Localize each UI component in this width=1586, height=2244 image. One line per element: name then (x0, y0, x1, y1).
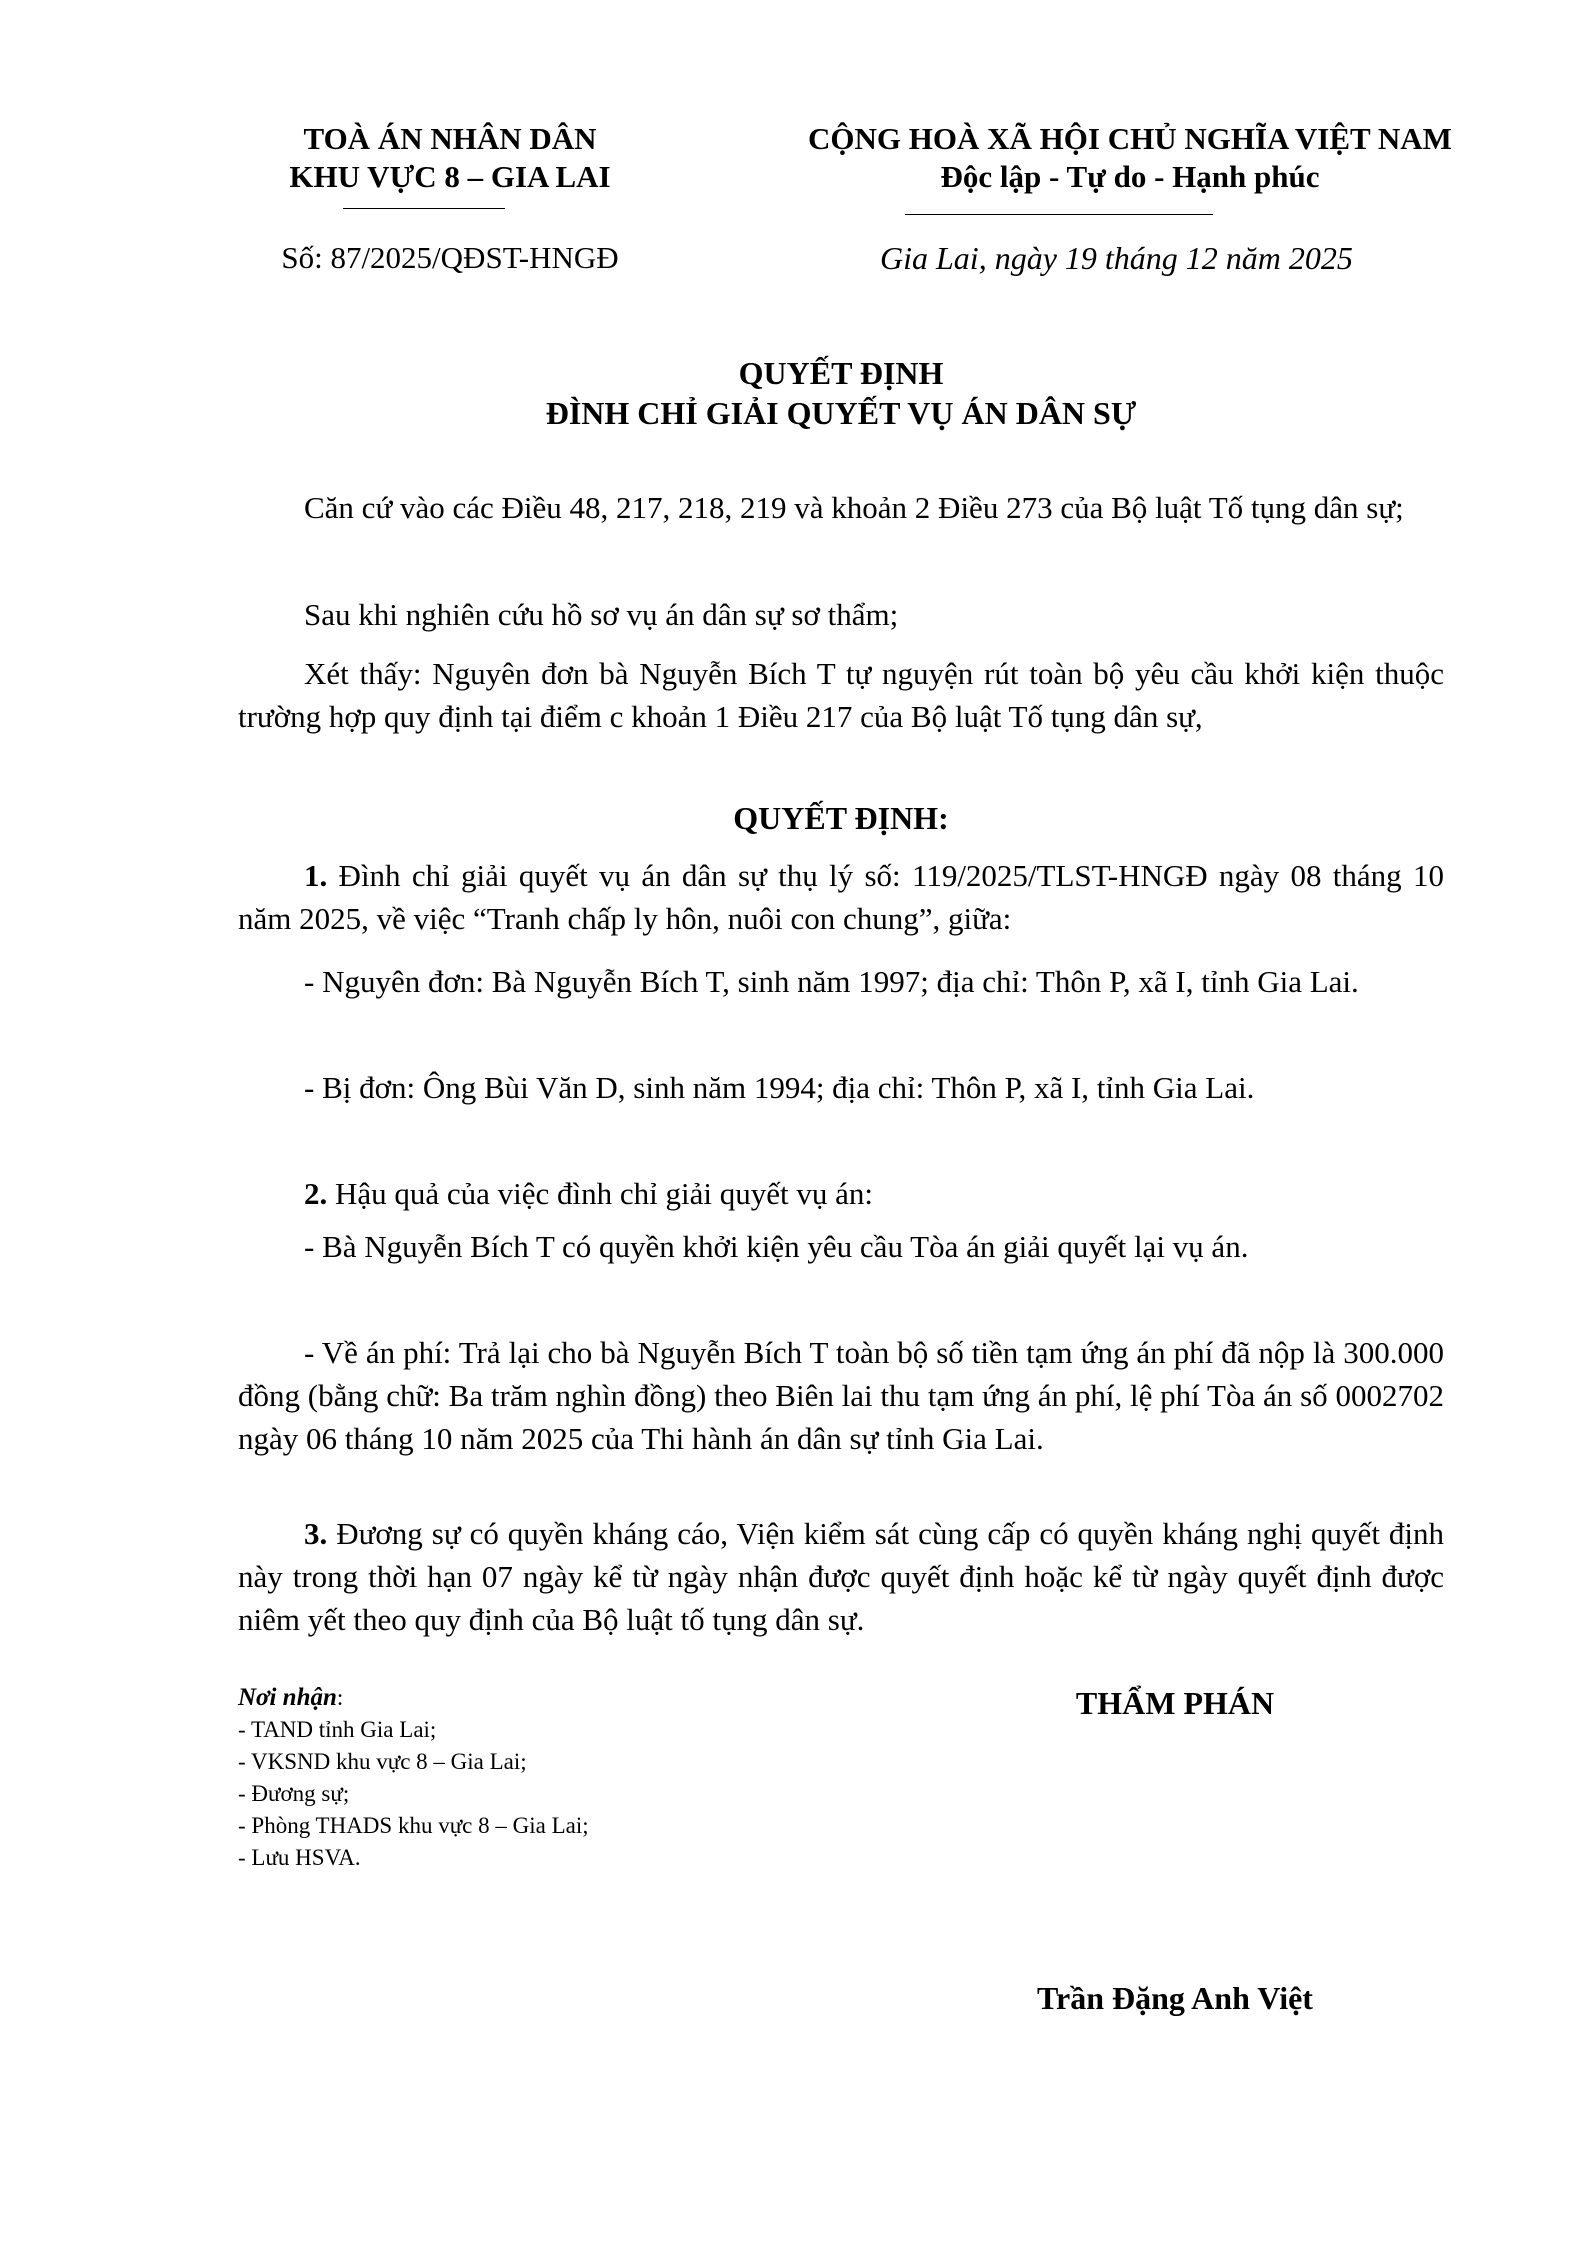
item-1-text: Đình chỉ giải quyết vụ án dân sự thụ lý số: 119/2025/TLST-HNGĐ ngày 08 tháng 10 năm 2025, về việc “Tranh chấp ly hôn, nuôi con chung”, giữa: (238, 858, 1444, 936)
recipient-item: - Lưu HSVA. (238, 1845, 361, 1870)
court-name-line2: KHU VỰC 8 – GIA LAI (289, 159, 611, 194)
preamble-considering: Xét thấy: Nguyên đơn bà Nguyễn Bích T tự nguyện rút toàn bộ yêu cầu khởi kiện thuộc trường hợp quy định tại điểm c khoản 1 Điều 217 của Bộ luật Tố tụng dân sự, (238, 656, 1444, 734)
decision-item-2 (238, 1172, 1444, 1215)
motto-underline (905, 214, 1213, 215)
consequence-refile: - Bà Nguyễn Bích T có quyền khởi kiện yêu cầu Tòa án giải quyết lại vụ án. (304, 1229, 1249, 1264)
court-name-line1: TOÀ ÁN NHÂN DÂN (303, 121, 597, 156)
place-date: Gia Lai, ngày 19 tháng 12 năm 2025 (880, 240, 1353, 276)
item-2-number: 2. (304, 1176, 328, 1211)
recipients-label: Nơi nhận (238, 1684, 337, 1711)
consequence-court-fee: - Về án phí: Trả lại cho bà Nguyễn Bích T toàn bộ số tiền tạm ứng án phí đã nộp là 300.000 đồng (bằng chữ: Ba trăm nghìn đồng) theo Biên lai thu tạm ứng án phí, lệ phí Tòa án số 0002702 ngày 06 tháng 10 năm 2025 của Thi hành án dân sự tỉnh Gia Lai. (238, 1335, 1444, 1456)
decision-item-1 (238, 854, 1444, 940)
item-3-text: Đương sự có quyền kháng cáo, Viện kiểm sát cùng cấp có quyền kháng nghị quyết định này trong thời hạn 07 ngày kể từ ngày nhận được quyết định hoặc kể từ ngày quyết định được niêm yết theo quy định của Bộ luật tố tụng dân sự. (238, 1516, 1444, 1637)
recipient-item: - VKSND khu vực 8 – Gia Lai; (238, 1749, 527, 1774)
signer-name: Trần Đặng Anh Việt (1037, 1980, 1313, 2016)
nation-motto: Độc lập - Tự do - Hạnh phúc (940, 159, 1320, 194)
recipient-item: - Đương sự; (238, 1781, 350, 1806)
decision-heading: QUYẾT ĐỊNH: (733, 800, 949, 836)
title-line2: ĐÌNH CHỈ GIẢI QUYẾT VỤ ÁN DÂN SỰ (545, 395, 1137, 431)
recipients-heading (238, 1682, 589, 1714)
signer-title: THẨM PHÁN (1075, 1685, 1275, 1721)
recipients-block (238, 1682, 589, 1874)
national-motto-block (740, 120, 1520, 196)
recipients-colon: : (336, 1685, 344, 1710)
item-3-number: 3. (304, 1516, 328, 1551)
decision-item-3 (238, 1512, 1444, 1641)
recipient-item: - TAND tỉnh Gia Lai; (238, 1717, 437, 1742)
item-1-number: 1. (304, 858, 328, 893)
preamble-legal-basis: Căn cứ vào các Điều 48, 217, 218, 219 và khoản 2 Điều 273 của Bộ luật Tố tụng dân sự; (304, 490, 1404, 525)
defendant-info: - Bị đơn: Ông Bùi Văn D, sinh năm 1994; địa chỉ: Thôn P, xã I, tỉnh Gia Lai. (304, 1070, 1255, 1105)
title-line1: QUYẾT ĐỊNH (738, 355, 944, 391)
preamble-review: Sau khi nghiên cứu hồ sơ vụ án dân sự sơ thẩm; (304, 597, 899, 632)
nation-name: CỘNG HOÀ XÃ HỘI CHỦ NGHĨA VIỆT NAM (808, 121, 1452, 156)
plaintiff-info: - Nguyên đơn: Bà Nguyễn Bích T, sinh năm 1997; địa chỉ: Thôn P, xã I, tỉnh Gia Lai. (304, 964, 1359, 999)
court-name-underline (343, 208, 505, 209)
document-title (238, 353, 1444, 433)
document-number: Số: 87/2025/QĐST-HNGĐ (281, 240, 619, 275)
item-2-text: Hậu quả của việc đình chỉ giải quyết vụ án: (327, 1176, 874, 1211)
court-name-block (250, 120, 650, 196)
recipient-item: - Phòng THADS khu vực 8 – Gia Lai; (238, 1813, 589, 1838)
